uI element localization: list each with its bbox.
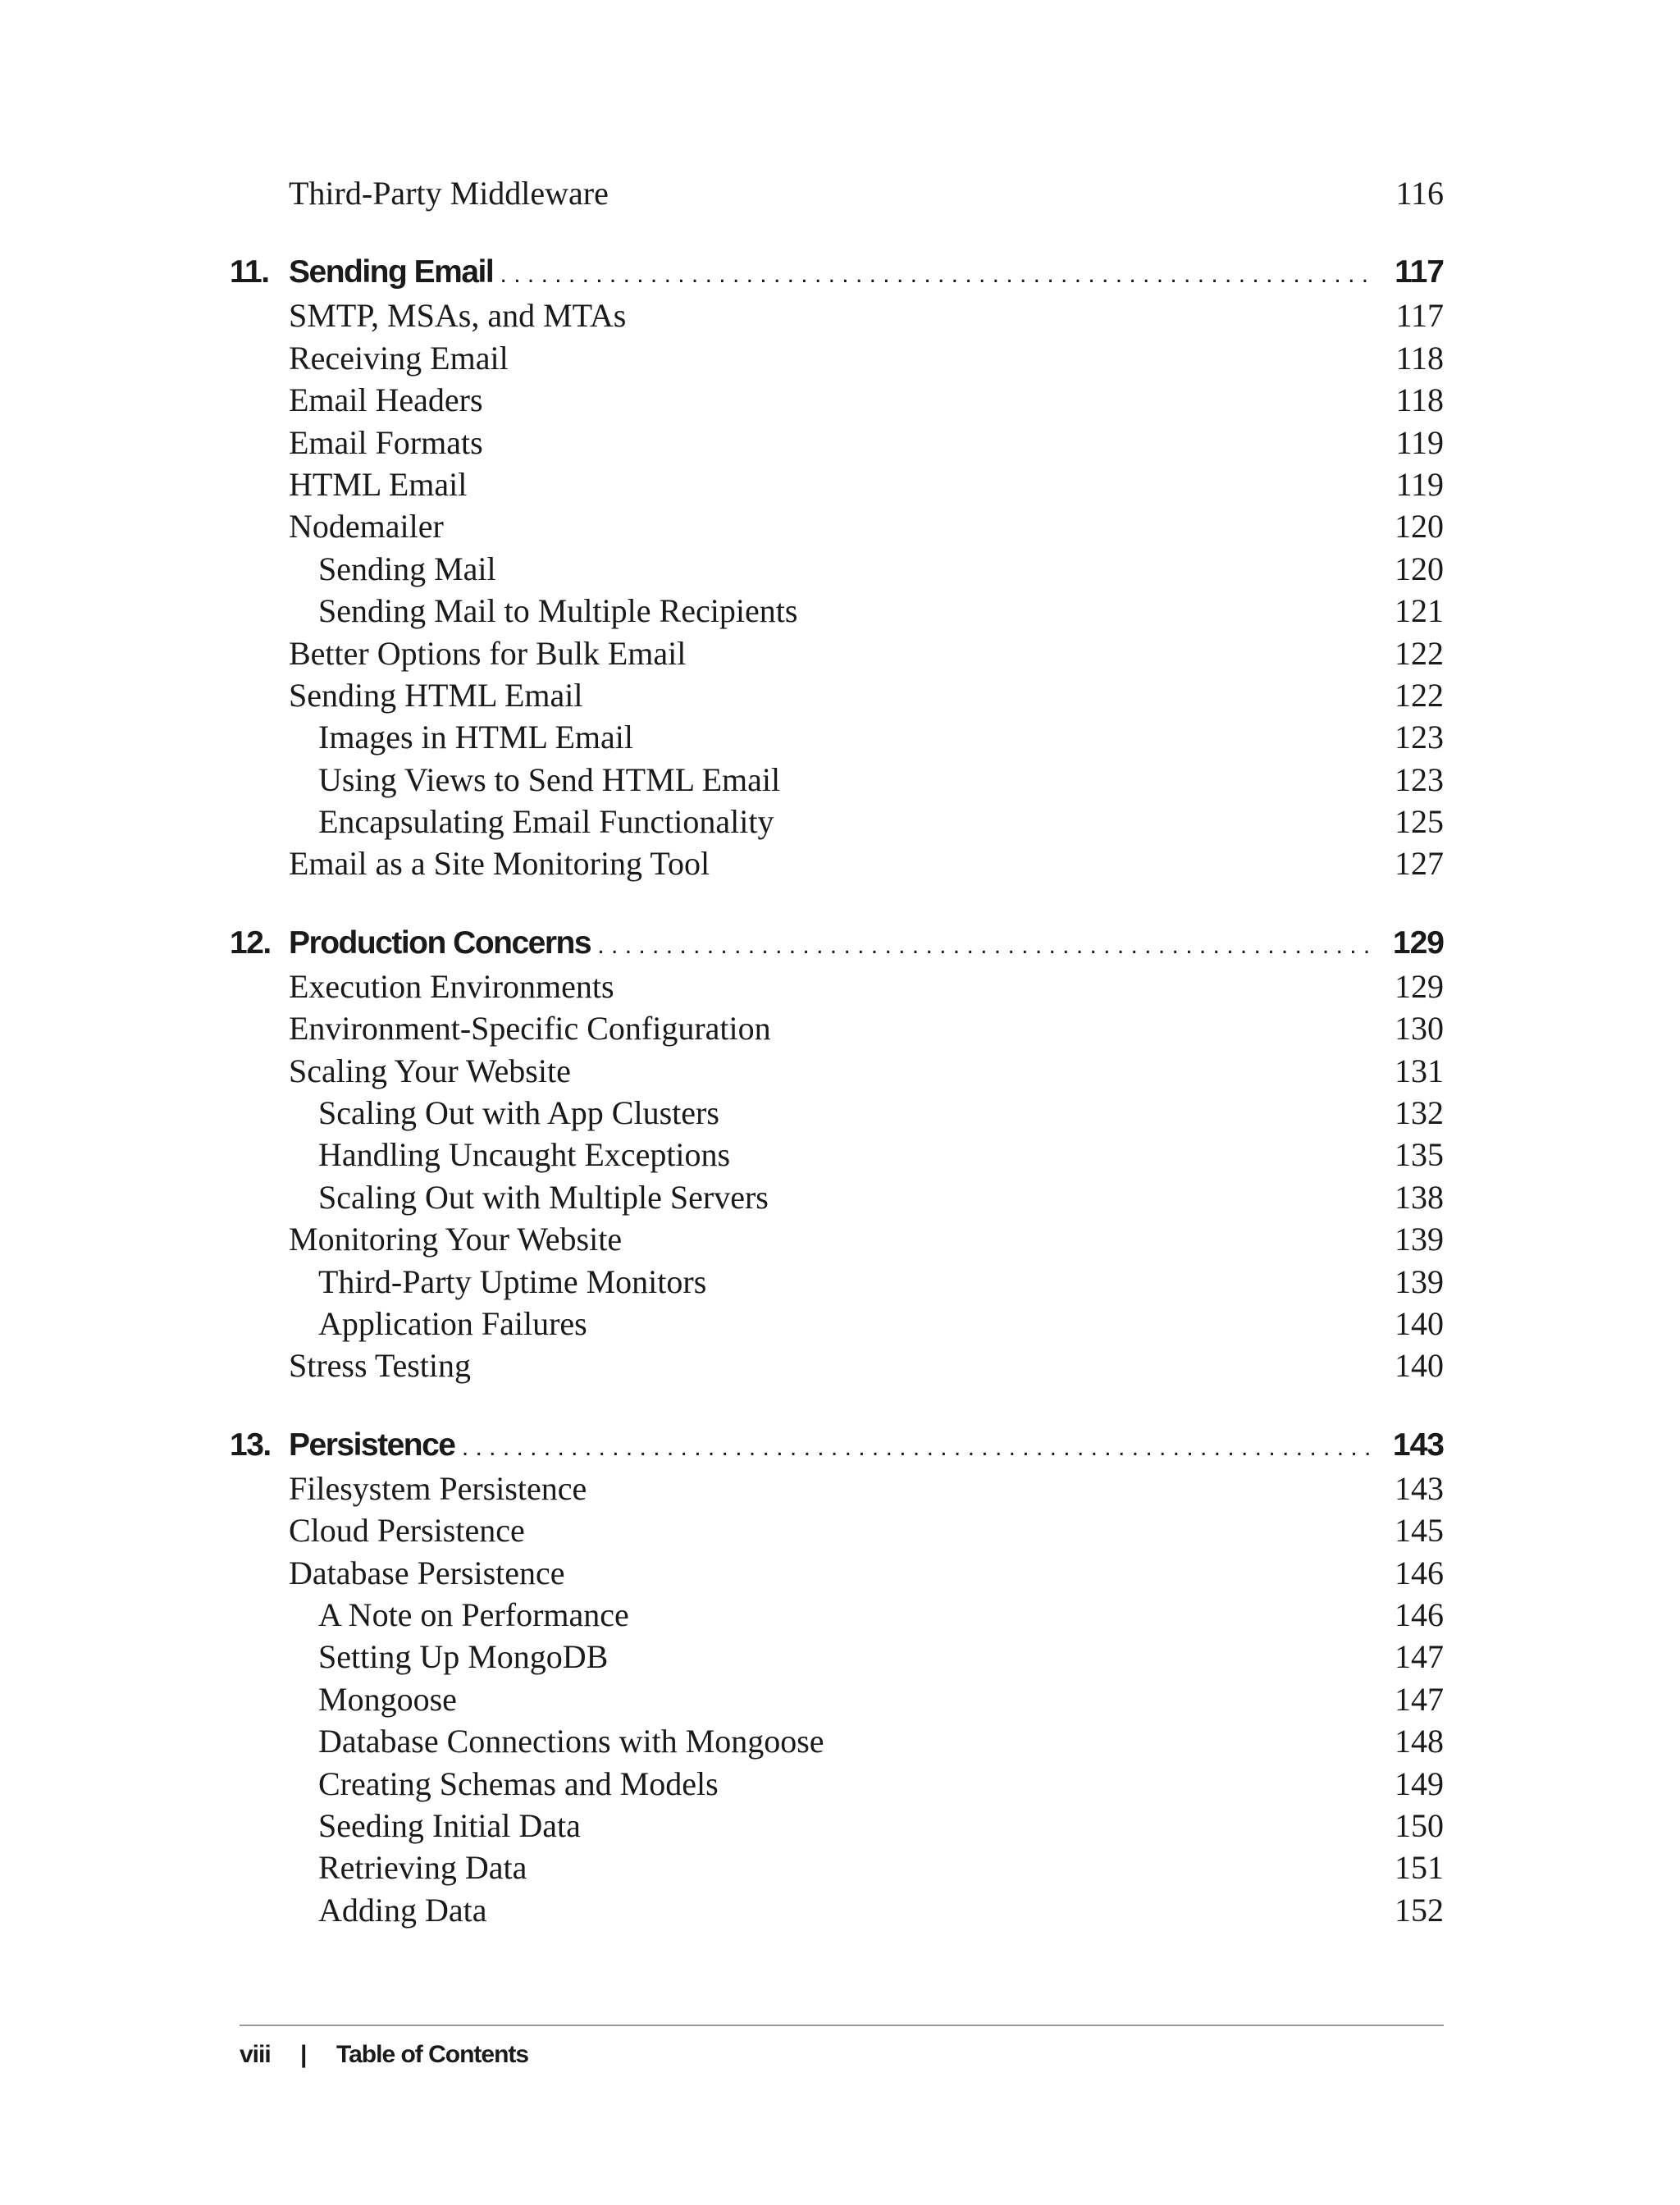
section-page-number: 150 xyxy=(1395,1806,1444,1844)
chapter-title: Sending Email . . . xyxy=(289,250,1373,297)
toc-section[interactable] xyxy=(230,1344,1444,1386)
toc-section[interactable] xyxy=(230,842,1444,884)
toc-subsection[interactable] xyxy=(230,1720,1444,1762)
section-page-number: 125 xyxy=(1395,803,1444,841)
section-title: Encapsulating Email Functionality xyxy=(318,803,774,841)
toc-subsection[interactable] xyxy=(230,759,1444,801)
section-title: Third-Party Middleware xyxy=(289,175,609,212)
toc-chapter[interactable] xyxy=(230,250,1444,294)
section-page-number: 148 xyxy=(1395,1723,1444,1760)
section-page-number: 140 xyxy=(1395,1347,1444,1385)
section-page-number: 122 xyxy=(1395,676,1444,714)
section-title: Sending Mail to Multiple Recipients xyxy=(318,592,798,630)
section-title: SMTP, MSAs, and MTAs xyxy=(289,297,627,335)
section-title: A Note on Performance xyxy=(318,1596,629,1633)
section-title: Seeding Initial Data xyxy=(318,1806,581,1844)
section-page-number: 146 xyxy=(1395,1596,1444,1633)
section-page-number: 140 xyxy=(1395,1304,1444,1342)
chapter-number: 11. xyxy=(230,254,269,290)
section-page-number: 138 xyxy=(1395,1178,1444,1216)
toc-section[interactable] xyxy=(230,505,1444,547)
section-title: Receiving Email xyxy=(289,339,509,377)
section-title: Application Failures xyxy=(318,1304,587,1342)
section-title: Email Formats xyxy=(289,423,483,461)
running-title: Table of Contents xyxy=(336,2041,529,2068)
section-page-number: 152 xyxy=(1395,1891,1444,1929)
toc-subsection[interactable] xyxy=(230,1763,1444,1805)
toc-section[interactable] xyxy=(230,966,1444,1007)
toc-chapter[interactable] xyxy=(230,921,1444,966)
section-page-number: 139 xyxy=(1395,1262,1444,1300)
section-title: Third-Party Uptime Monitors xyxy=(318,1262,707,1300)
section-title: Creating Schemas and Models xyxy=(318,1764,719,1802)
section-page-number: 127 xyxy=(1395,845,1444,883)
table-of-contents xyxy=(230,172,1444,1931)
section-page-number: 130 xyxy=(1395,1010,1444,1048)
section-title: Database Persistence xyxy=(289,1554,565,1591)
toc-subsection[interactable] xyxy=(230,1176,1444,1218)
toc-subsection[interactable] xyxy=(230,548,1444,590)
section-page-number: 123 xyxy=(1395,760,1444,798)
section-title: Using Views to Send HTML Email xyxy=(318,760,781,798)
section-title: Scaling Out with App Clusters xyxy=(318,1094,719,1132)
section-page-number: 119 xyxy=(1395,465,1444,503)
toc-subsection[interactable] xyxy=(230,1261,1444,1303)
section-page-number: 116 xyxy=(1395,175,1444,212)
chapter-title: Persistence . . . xyxy=(289,1423,1373,1470)
toc-section[interactable] xyxy=(230,294,1444,336)
toc-section[interactable] xyxy=(230,1050,1444,1092)
section-title: Handling Uncaught Exceptions xyxy=(318,1136,731,1174)
section-title: Scaling Out with Multiple Servers xyxy=(318,1178,769,1216)
toc-subsection[interactable] xyxy=(230,1889,1444,1931)
section-page-number: 149 xyxy=(1395,1764,1444,1802)
section-title: Sending Mail xyxy=(318,550,496,587)
section-page-number: 132 xyxy=(1395,1094,1444,1132)
toc-section[interactable] xyxy=(230,422,1444,463)
section-title: Better Options for Bulk Email xyxy=(289,634,687,672)
chapter-number: 12. xyxy=(230,924,271,961)
section-title: Environment-Specific Configuration xyxy=(289,1010,771,1048)
toc-subsection[interactable] xyxy=(230,1092,1444,1134)
chapter-page-number: 117 xyxy=(1395,254,1444,290)
section-title: Adding Data xyxy=(318,1891,487,1929)
section-title: Mongoose xyxy=(318,1680,457,1718)
section-title: Nodemailer xyxy=(289,508,444,546)
toc-section[interactable] xyxy=(230,337,1444,379)
section-title: Stress Testing xyxy=(289,1347,472,1385)
section-page-number: 146 xyxy=(1395,1554,1444,1591)
section-title: Monitoring Your Website xyxy=(289,1221,623,1258)
toc-section[interactable] xyxy=(230,172,1444,214)
chapter-title: Production Concerns . . . xyxy=(289,921,1373,968)
section-page-number: 119 xyxy=(1395,423,1444,461)
section-title: Filesystem Persistence xyxy=(289,1469,587,1507)
chapter-number: 13. xyxy=(230,1427,271,1463)
section-title: HTML Email xyxy=(289,465,468,503)
toc-section[interactable] xyxy=(230,463,1444,505)
section-page-number: 143 xyxy=(1395,1469,1444,1507)
section-title: Email as a Site Monitoring Tool xyxy=(289,845,710,883)
section-page-number: 122 xyxy=(1395,634,1444,672)
section-page-number: 118 xyxy=(1395,381,1444,419)
chapter-page-number: 143 xyxy=(1392,1427,1444,1463)
section-title: Setting Up MongoDB xyxy=(318,1638,609,1676)
section-page-number: 139 xyxy=(1395,1221,1444,1258)
section-title: Retrieving Data xyxy=(318,1849,527,1887)
toc-subsection[interactable] xyxy=(230,1594,1444,1636)
section-title: Database Connections with Mongoose xyxy=(318,1723,824,1760)
section-page-number: 151 xyxy=(1395,1849,1444,1887)
section-page-number: 120 xyxy=(1395,508,1444,546)
toc-section[interactable] xyxy=(230,1509,1444,1551)
section-title: Email Headers xyxy=(289,381,483,419)
toc-subsection[interactable] xyxy=(230,590,1444,632)
page-number: viii xyxy=(240,2041,271,2068)
section-page-number: 145 xyxy=(1395,1512,1444,1550)
section-title: Sending HTML Email xyxy=(289,676,583,714)
toc-section[interactable] xyxy=(230,674,1444,716)
section-page-number: 129 xyxy=(1395,967,1444,1005)
toc-section[interactable] xyxy=(230,1552,1444,1594)
toc-section[interactable] xyxy=(230,1218,1444,1260)
toc-chapter[interactable] xyxy=(230,1423,1444,1468)
toc-subsection[interactable] xyxy=(230,1678,1444,1720)
section-page-number: 120 xyxy=(1395,550,1444,587)
toc-section[interactable] xyxy=(230,1007,1444,1049)
section-page-number: 118 xyxy=(1395,339,1444,377)
section-title: Scaling Your Website xyxy=(289,1052,571,1089)
section-page-number: 117 xyxy=(1395,297,1444,335)
section-page-number: 131 xyxy=(1395,1052,1444,1089)
chapter-page-number: 129 xyxy=(1392,924,1444,961)
section-page-number: 121 xyxy=(1395,592,1444,630)
section-page-number: 135 xyxy=(1395,1136,1444,1174)
toc-subsection[interactable] xyxy=(230,801,1444,842)
toc-section[interactable] xyxy=(230,1468,1444,1509)
section-title: Images in HTML Email xyxy=(318,719,633,756)
toc-subsection[interactable] xyxy=(230,1847,1444,1888)
section-title: Cloud Persistence xyxy=(289,1512,525,1550)
section-page-number: 147 xyxy=(1395,1638,1444,1676)
toc-subsection[interactable] xyxy=(230,1303,1444,1344)
footer-separator: | xyxy=(300,2041,307,2068)
page-footer xyxy=(240,2025,1444,2092)
section-page-number: 147 xyxy=(1395,1680,1444,1718)
toc-section[interactable] xyxy=(230,632,1444,674)
toc-section[interactable] xyxy=(230,379,1444,421)
toc-subsection[interactable] xyxy=(230,1134,1444,1176)
section-title: Execution Environments xyxy=(289,967,614,1005)
toc-subsection[interactable] xyxy=(230,1636,1444,1678)
toc-subsection[interactable] xyxy=(230,1805,1444,1847)
toc-subsection[interactable] xyxy=(230,716,1444,758)
section-page-number: 123 xyxy=(1395,719,1444,756)
